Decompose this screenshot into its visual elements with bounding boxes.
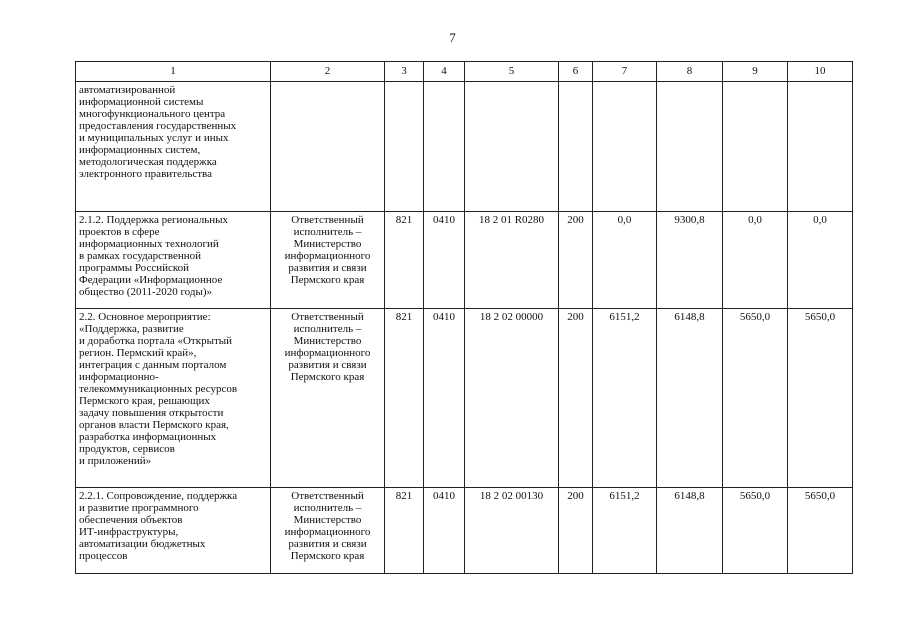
activity-name-cell [76,212,271,309]
grbs-cell: 821 [385,212,424,309]
activity-name: 2.1.2. Поддержка региональных проектов в сфере информационных технологий в рамках государственной программы Российской Федерации «Информационное общество (2011-2020 годы)» [79,214,229,298]
value-col9 [723,82,788,212]
executor: Ответственный исполнитель – Министерство информационного развития и связи Пермского края [284,214,371,286]
section-cell: 0410 [424,212,465,309]
value-col10 [788,82,853,212]
table-row [76,82,853,212]
section-cell: 0410 [424,488,465,574]
section-cell: 0410 [424,309,465,488]
value-col10: 5650,0 [788,488,853,574]
value-col10: 5650,0 [788,309,853,488]
value-col8: 9300,8 [657,212,723,309]
executor: Ответственный исполнитель – Министерство информационного развития и связи Пермского края [284,490,371,562]
value-col7: 6151,2 [593,488,657,574]
activity-name: 2.2. Основное мероприятие: «Поддержка, развитие и доработка портала «Открытый регион. Пермский край», интеграция с данным порталом информационно- телекоммуникационных ресурсов Пермского края, решающих задачу повышения открытости органов власти Пермского края, разработка информационных продуктов, сервисов и приложений» [79,311,238,467]
csr-cell: 18 2 01 R0280 [465,212,559,309]
activity-name-cell [76,309,271,488]
value-col8: 6148,8 [657,309,723,488]
column-header-6: 6 [559,62,593,82]
grbs-cell: 821 [385,309,424,488]
value-col7 [593,82,657,212]
executor-cell [271,212,385,309]
column-header-5: 5 [465,62,559,82]
budget-table [75,61,853,574]
table-row [76,488,853,574]
vr-cell: 200 [559,488,593,574]
vr-cell [559,82,593,212]
header-row [76,62,853,82]
value-col8 [657,82,723,212]
activity-name-cell [76,488,271,574]
column-header-4: 4 [424,62,465,82]
activity-name: 2.2.1. Сопровождение, поддержка и развитие программного обеспечения объектов ИТ-инфраструктуры, автоматизации бюджетных процессов [79,490,238,562]
vr-cell: 200 [559,212,593,309]
value-col10: 0,0 [788,212,853,309]
csr-cell [465,82,559,212]
column-header-1: 1 [76,62,271,82]
executor-cell [271,82,385,212]
column-header-3: 3 [385,62,424,82]
value-col9: 5650,0 [723,309,788,488]
value-col9: 5650,0 [723,488,788,574]
value-col7: 0,0 [593,212,657,309]
value-col7: 6151,2 [593,309,657,488]
value-col9: 0,0 [723,212,788,309]
table-row [76,212,853,309]
column-header-9: 9 [723,62,788,82]
executor-cell [271,309,385,488]
activity-name: автоматизированной информационной системы многофункционального центра предоставления государственных и муниципальных услуг и иных информационных систем, методологическая поддержка электронного правительства [79,84,237,180]
activity-name-cell [76,82,271,212]
executor-cell [271,488,385,574]
csr-cell: 18 2 02 00130 [465,488,559,574]
grbs-cell [385,82,424,212]
section-cell [424,82,465,212]
column-header-10: 10 [788,62,853,82]
grbs-cell: 821 [385,488,424,574]
page-number: 7 [449,30,456,45]
column-header-2: 2 [271,62,385,82]
value-col8: 6148,8 [657,488,723,574]
csr-cell: 18 2 02 00000 [465,309,559,488]
table-row [76,309,853,488]
column-header-8: 8 [657,62,723,82]
vr-cell: 200 [559,309,593,488]
executor: Ответственный исполнитель – Министерство информационного развития и связи Пермского края [284,311,371,383]
column-header-7: 7 [593,62,657,82]
